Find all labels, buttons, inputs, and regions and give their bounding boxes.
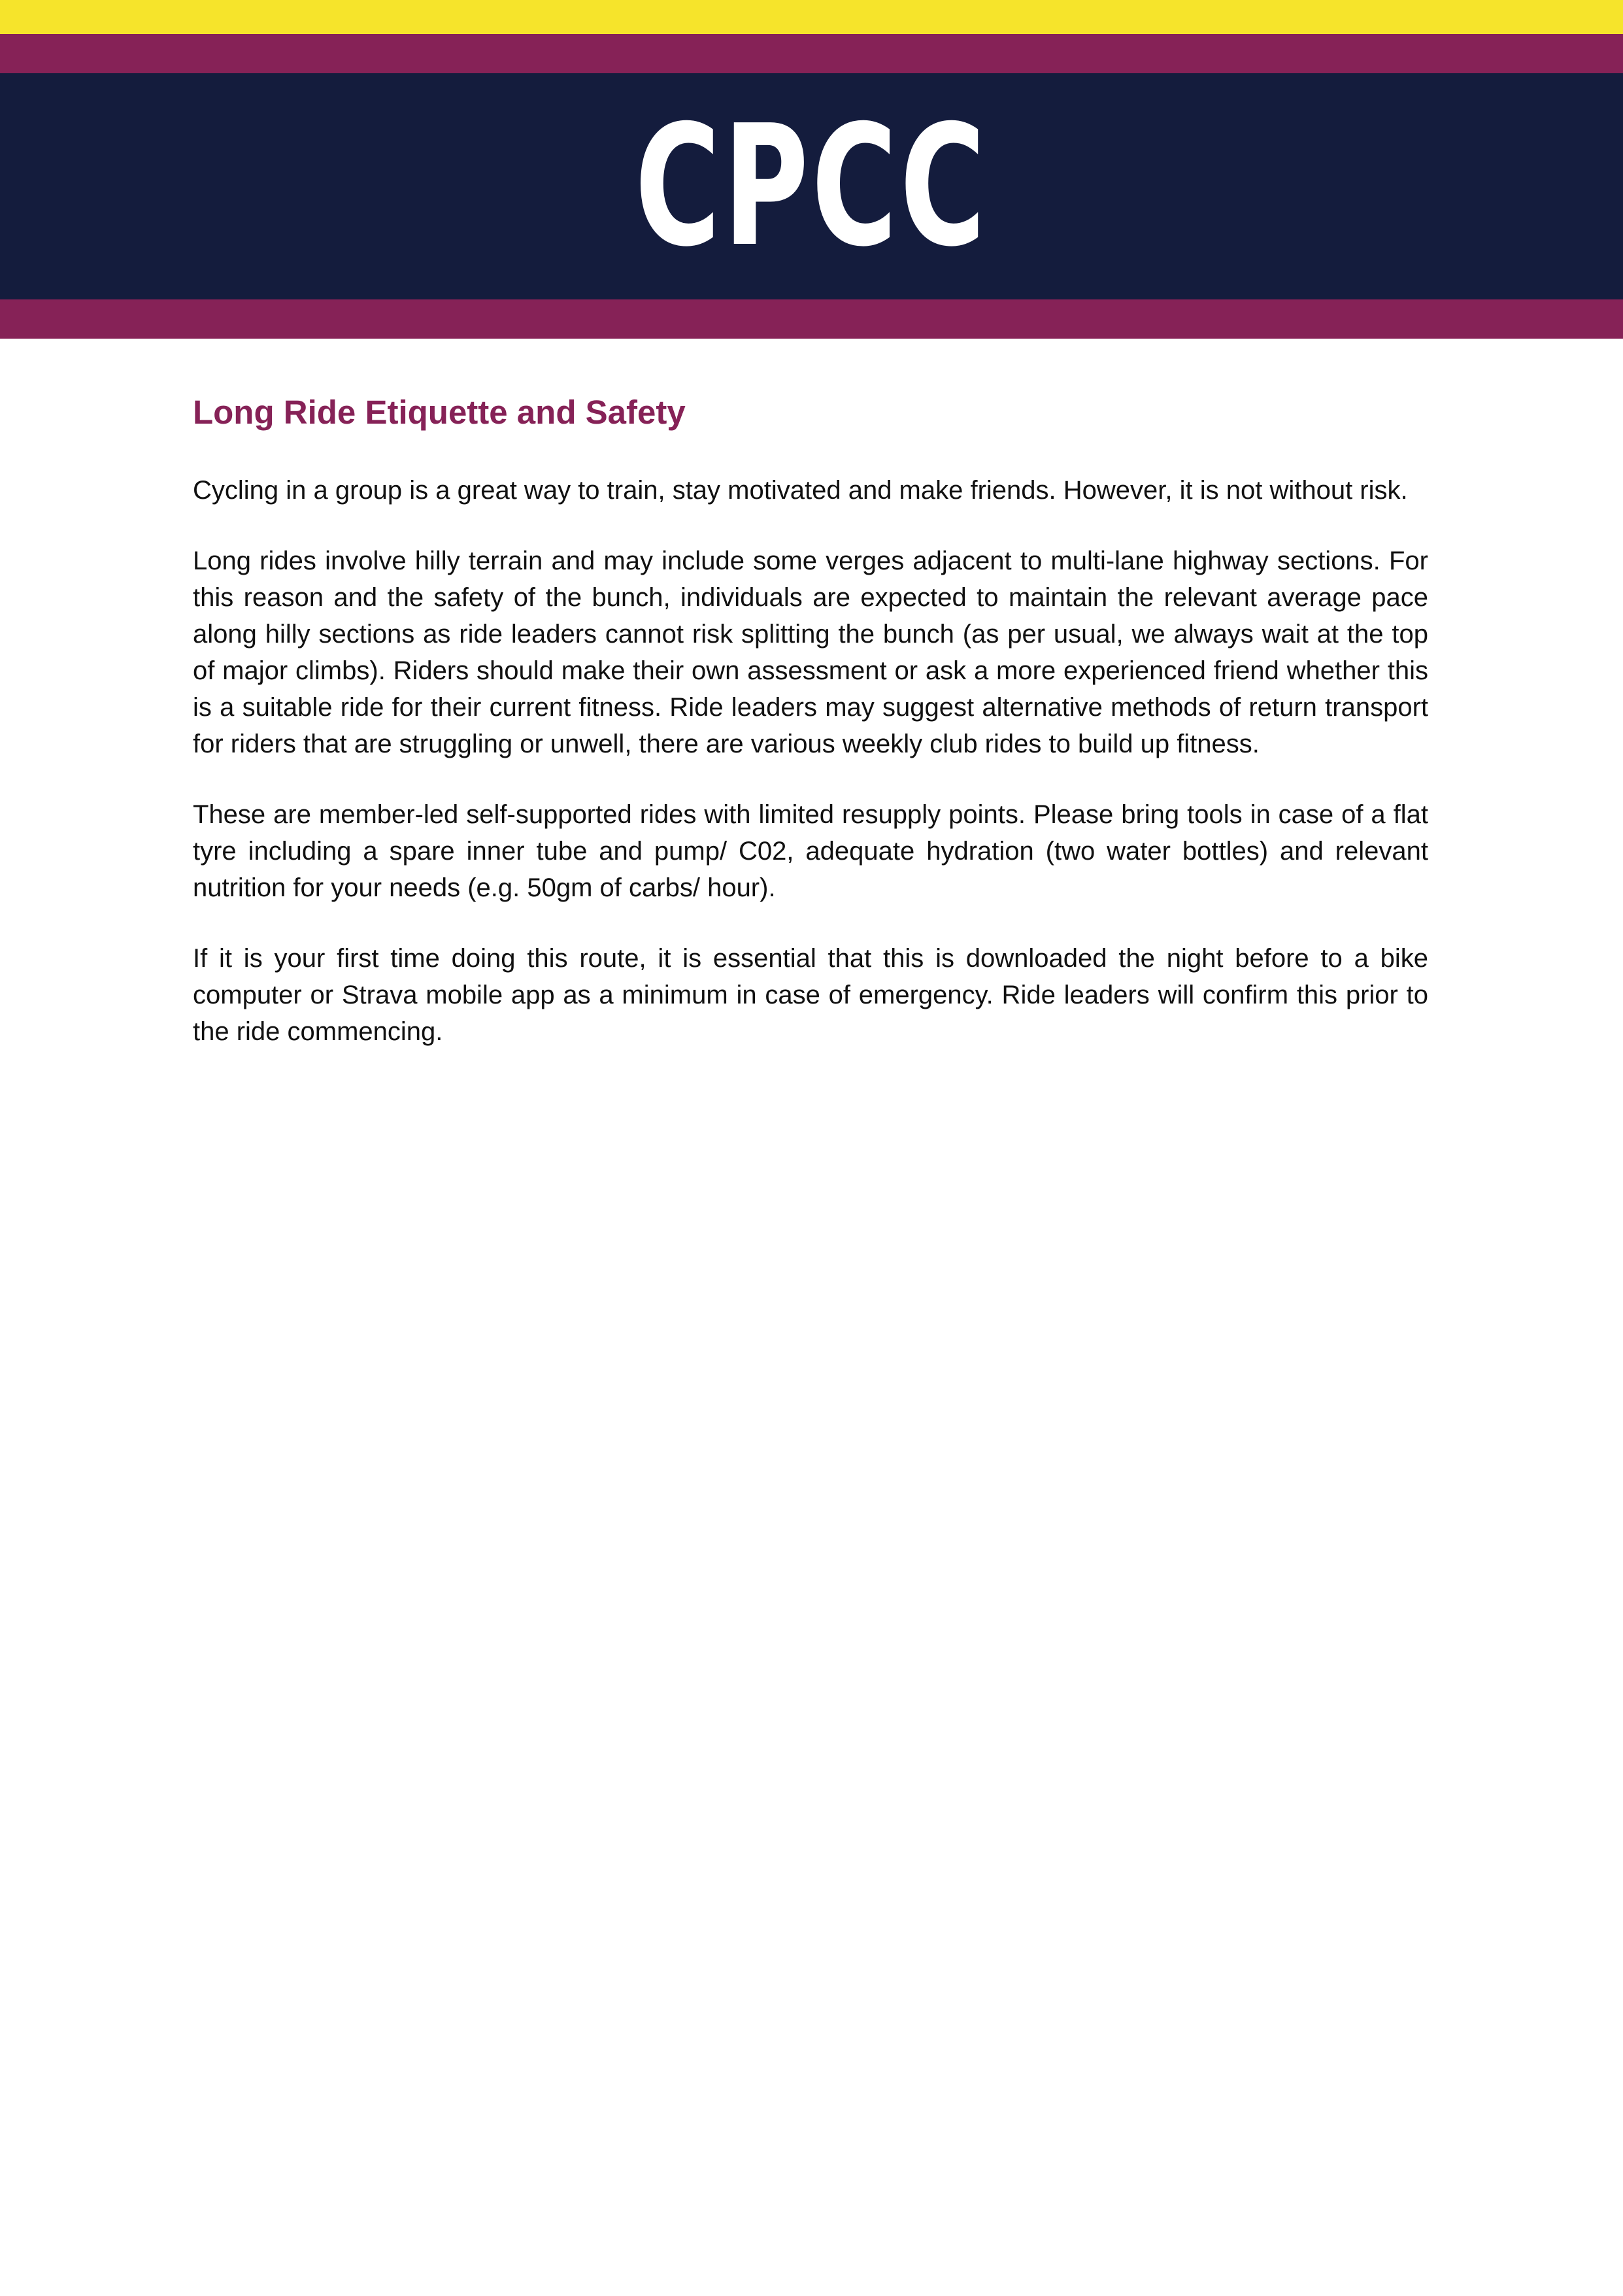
document-title: Long Ride Etiquette and Safety [193,394,686,431]
document-body [193,391,1428,1084]
paragraph-route-download: If it is your first time doing this route, it is essential that this is downloaded the night before to a bike computer or Strava mobile app as a minimum in case of emergency. Ride leaders will confirm this prior to the ride commencing. [193,944,1428,1047]
header-yellow-stripe [0,0,1623,34]
header-plum-stripe-top [0,34,1623,73]
paragraph-intro: Cycling in a group is a great way to train, stay motivated and make friends. However, it is not without risk. [193,476,1408,505]
header-plum-stripe-bottom [0,299,1623,339]
paragraph-pace-and-fitness: Long rides involve hilly terrain and may include some verges adjacent to multi-lane highway sections. For this reason and the safety of the bunch, individuals are expected to maintain the relevant average pace along hilly sections as ride leaders cannot risk splitting the bunch (as per usual, we always wait at the top of major climbs). Riders should make their own assessment or ask a more experienced friend whether this is a suitable ride for their current fitness. Ride leaders may suggest alternative methods of return transport for riders that are struggling or unwell, there are various weekly club rides to build up fitness. [193,547,1428,759]
club-logo: CPCC [635,89,988,284]
paragraph-supplies: These are member-led self-supported rides with limited resupply points. Please bring tools in case of a flat tyre including a spare inner tube and pump/ C02, adequate hydration (two water bottles) and relevant nutrition for your needs (e.g. 50gm of carbs/ hour). [193,800,1428,903]
